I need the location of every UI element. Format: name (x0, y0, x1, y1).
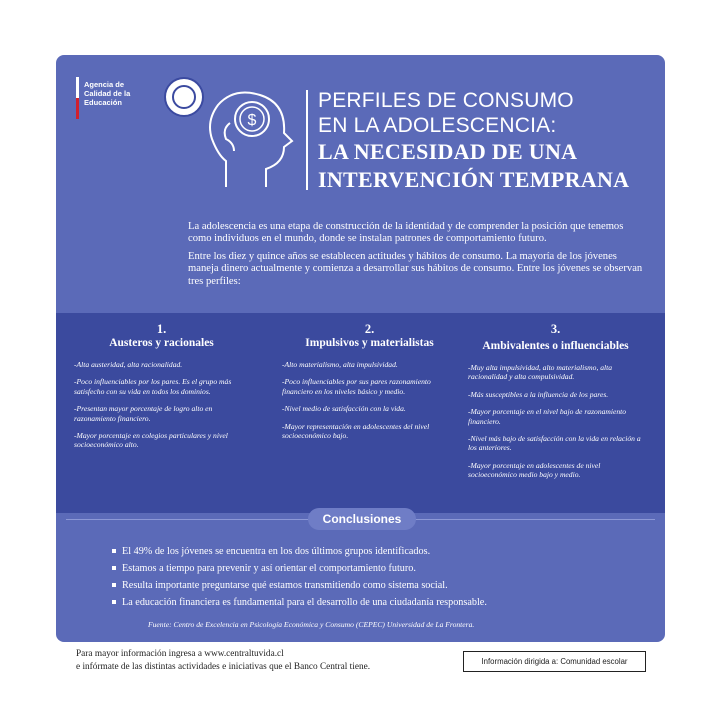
profile-trait: -Mayor porcentaje en adolescentes de nivel socioeconómico medio bajo y medio. (468, 460, 601, 480)
agency-name (84, 80, 162, 107)
title-line: PERFILES DE CONSUMO (318, 89, 574, 112)
agency-name-line: Calidad de la (84, 89, 131, 98)
profile-trait: -Más susceptibles a la influencia de los pares. (468, 389, 609, 399)
conclusion-item: El 49% de los jóvenes se encuentra en los dos últimos grupos identificados. (112, 543, 632, 560)
profile-column (468, 323, 643, 488)
intro-text (188, 221, 643, 293)
audience-box: Información dirigida a: Comunidad escolar (463, 651, 646, 672)
profile-trait: -Poco influenciables por sus pares razonamiento financiero en los niveles básico y medio. (282, 377, 431, 396)
footer-line: e infórmate de las distintas actividades e iniciativas que el Banco Central tiene. (76, 661, 371, 672)
profile-column (282, 323, 457, 448)
conclusion-item: Estamos a tiempo para prevenir y así orientar el comportamiento futuro. (112, 560, 632, 577)
profile-trait: -Nivel más bajo de satisfacción con la vida en relación a los anteriores. (468, 434, 641, 453)
conclusions-heading: Conclusiones (308, 508, 416, 530)
intro-paragraph: Entre los diez y quince años se establecen actitudes y hábitos de consumo. La mayoría de los jóvenes maneja dinero actualmente y comienza a desarrollar sus hábitos de consumo. Entre los jóvenes se observan tres perfiles: (188, 250, 643, 287)
flag-bar-icon (76, 77, 79, 119)
profile-number: 3. (550, 322, 561, 336)
svg-text:$: $ (247, 112, 257, 129)
profile-column (74, 323, 249, 458)
profile-trait: -Poco influenciables por los pares. Es el grupo más satisfecho con su vida en todos los dominios. (74, 377, 232, 396)
title-divider (306, 90, 308, 190)
title-line: EN LA ADOLESCENCIA: (318, 114, 557, 137)
intro-paragraph: La adolescencia es una etapa de construcción de la identidad y de comprender la posición que tenemos como individuos en el mundo, donde se instalan patrones de comportamiento futuro. (188, 221, 624, 245)
profile-trait: -Mayor porcentaje en el nivel bajo de razonamiento financiero. (468, 407, 627, 426)
profile-traits (74, 360, 249, 450)
profile-trait: -Mayor representación en adolescentes del nivel socioeconómico bajo. (282, 421, 430, 441)
profile-trait: -Muy alta impulsividad, alto materialismo, alta racionalidad y alta compulsividad. (468, 363, 613, 382)
footer-line: Para mayor información ingresa a www.centraltuvida.cl (76, 649, 284, 659)
infographic-card (56, 55, 665, 642)
profile-name: Austeros y racionales (109, 337, 214, 349)
page-title (318, 88, 658, 194)
profile-number: 2. (364, 322, 375, 336)
conclusions-list (112, 543, 632, 611)
conclusion-item: Resulta importante preguntarse qué estamos transmitiendo como sistema social. (112, 577, 632, 594)
agency-seal-icon (164, 77, 204, 117)
profile-trait: -Mayor porcentaje en colegios particulares y nivel socioeconómico alto. (74, 431, 228, 450)
footer-info (76, 648, 456, 673)
agency-name-line: Educación (84, 98, 122, 107)
profiles-section (56, 313, 665, 513)
profile-trait: -Presentan mayor porcentaje de logro alto en razonamiento financiero. (74, 404, 213, 423)
profile-number: 1. (156, 322, 167, 336)
title-line-bold: LA NECESIDAD DE UNA (318, 139, 578, 164)
title-line-bold: INTERVENCIÓN TEMPRANA (318, 167, 630, 192)
profile-trait: -Alto materialismo, alta impulsividad. (282, 360, 398, 369)
profile-name: Impulsivos y materialistas (305, 337, 434, 349)
source-note: Fuente: Centro de Excelencia en Psicología Económica y Consumo (CEPEC) Universidad de La Frontera. (148, 620, 475, 629)
agency-name-line: Agencia de (84, 80, 125, 89)
profile-traits (468, 363, 643, 480)
conclusion-item: La educación financiera es fundamental para el desarrollo de una ciudadanía responsable. (112, 594, 632, 611)
profile-trait: -Alta austeridad, alta racionalidad. (74, 360, 183, 369)
profile-name: Ambivalentes o influenciables (482, 340, 629, 352)
profile-trait: -Nivel medio de satisfacción con la vida. (282, 404, 406, 414)
head-with-dollar-coin-icon (204, 83, 296, 195)
profile-traits (282, 360, 457, 440)
